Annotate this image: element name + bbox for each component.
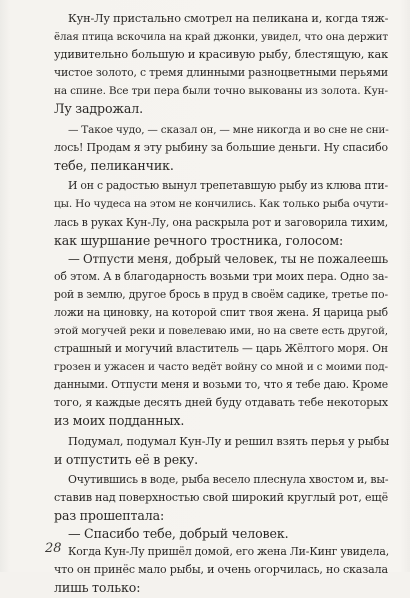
- text-line: грозен и ужасен и часто ведёт войну со мной и с моими под-: [54, 360, 388, 373]
- text-line: И он с радостью вынул трепетавшую рыбу из клюва пти-: [68, 179, 388, 193]
- text-line: рой в землю, другое брось в пруд в своём садике, третье по-: [54, 287, 388, 301]
- text-line: ставив над поверхностью свой широкий круглый рот, ещё: [54, 491, 388, 505]
- text-line: страшный и могучий властитель — царь Жёлтого моря. Он: [54, 341, 388, 355]
- text-line: ёлая птица вскочила на край джонки, увидел, что она держит: [54, 31, 388, 44]
- text-line: лишь только:: [54, 580, 141, 596]
- text-line: — Отпусти меня, добрый человек, ты не пожалеешь: [68, 251, 388, 266]
- text-line: тебе, пеликанчик.: [54, 157, 174, 173]
- text-line: Кун-Лу пристально смотрел на пеликана и, когда тяж-: [68, 12, 389, 25]
- text-line: что он принёс мало рыбы, и очень огорчилась, но сказала: [54, 563, 388, 577]
- text-line: лось! Продам я эту рыбину за большие деньги. Ну спасибо: [54, 140, 388, 154]
- text-line: раз прошептала:: [54, 508, 165, 524]
- text-line: лась в руках Кун-Лу, она раскрыла рот и заговорила тихим,: [54, 215, 388, 229]
- text-line: Когда Кун-Лу пришёл домой, его жена Ли-Кинг увидела,: [68, 545, 390, 559]
- text-line: Подумал, подумал Кун-Лу и решил взять перья у рыбы: [68, 434, 390, 448]
- text-line: удивительно большую и красивую рыбу, блестящую, как: [54, 48, 388, 62]
- text-line: этой могучей реки и повелеваю ими, но на свете есть другой,: [54, 324, 388, 337]
- text-line: об этом. А в благодарность возьми три моих пера. Одно за-: [54, 269, 388, 283]
- text-line: Очутившись в воде, рыба весело плеснула хвостом и, вы-: [68, 473, 389, 487]
- text-line: цы. Но чудеса на этом не кончились. Как только рыба очути-: [54, 198, 388, 211]
- page-number: 28: [45, 541, 62, 556]
- text-line: — Спасибо тебе, добрый человек.: [68, 526, 289, 542]
- text-line: того, я каждые десять дней буду отдавать тебе некоторых: [54, 395, 388, 409]
- text-line: Лу задрожал.: [54, 101, 144, 117]
- text-line: как шуршание речного тростника, голосом:: [54, 232, 344, 248]
- text-line: — Такое чудо, — сказал он, — мне никогда и во сне не сни-: [68, 123, 389, 136]
- page-body-text: [54, 10, 388, 598]
- text-line: из моих подданных.: [54, 413, 185, 429]
- text-line: и отпустить её в реку.: [54, 451, 198, 467]
- text-line: на спине. Все три пера были точно выкованы из золота. Кун-: [54, 85, 388, 98]
- text-line: ложи на циновку, на которой спит твоя жена. Я царица рыб: [54, 305, 388, 319]
- text-line: данными. Отпусти меня и возьми то, что я тебе даю. Кроме: [54, 377, 388, 391]
- text-line: чистое золото, с тремя длинными разноцветными перьями: [54, 66, 388, 80]
